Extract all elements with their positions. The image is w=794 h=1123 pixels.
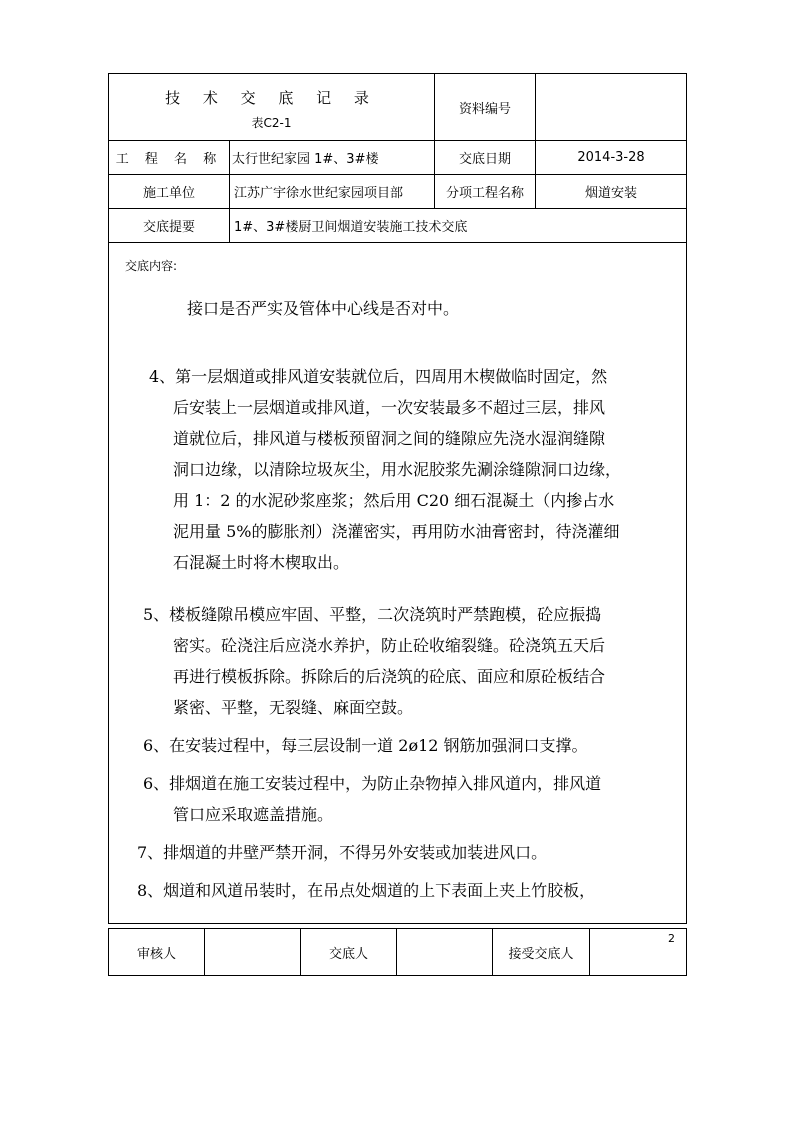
title-cell [109, 74, 435, 141]
discloser-label: 交底人 [301, 929, 397, 976]
discloser-field[interactable] [397, 929, 493, 976]
form-title: 技 术 交 底 记 录 [165, 89, 378, 107]
content-line: 紧密、平整，无裂缝、麻面空鼓。 [173, 698, 414, 717]
content-label: 交底内容: [125, 259, 178, 273]
signature-table [108, 928, 687, 976]
form-number: 表C2-1 [251, 116, 292, 130]
doc-no-value [536, 74, 687, 141]
content-line: 6、在安装过程中，每三层设制一道 2ø12 钢筋加强洞口支撑。 [143, 736, 588, 755]
content-line: 8、烟道和风道吊装时，在吊点处烟道的上下表面上夹上竹胶板， [137, 881, 596, 900]
reviewer-label: 审核人 [109, 929, 205, 976]
content-line: 密实。砼浇注后应浇水养护，防止砼收缩裂缝。砼浇筑五天后 [173, 636, 606, 655]
summary-value: 1#、3#楼厨卫间烟道安装施工技术交底 [230, 209, 687, 243]
content-cell [109, 243, 687, 924]
project-name-label: 工 程 名 称 [109, 141, 230, 175]
subproject-label: 分项工程名称 [435, 175, 536, 209]
construction-unit-value: 江苏广宇徐水世纪家园项目部 [230, 175, 435, 209]
disclosure-date-label: 交底日期 [435, 141, 536, 175]
disclosure-date-value: 2014-3-28 [536, 141, 687, 175]
reviewer-field[interactable] [205, 929, 301, 976]
content-line: 后安装上一层烟道或排风道，一次安装最多不超过三层，排风 [173, 398, 606, 417]
content-line: 接口是否严实及管体中心线是否对中。 [187, 299, 460, 318]
receiver-field[interactable] [590, 929, 687, 976]
content-line: 再进行模板拆除。拆除后的后浇筑的砼底、面应和原砼板结合 [173, 667, 606, 686]
subproject-value: 烟道安装 [536, 175, 687, 209]
content-line: 道就位后，排风道与楼板预留洞之间的缝隙应先浇水湿润缝隙 [173, 429, 606, 448]
content-line: 7、排烟道的井壁严禁开洞，不得另外安装或加装进风口。 [137, 843, 548, 862]
doc-no-label: 资料编号 [435, 74, 536, 141]
summary-label: 交底提要 [109, 209, 230, 243]
page-number: 2 [668, 932, 675, 945]
disclosure-form [108, 73, 687, 924]
construction-unit-label: 施工单位 [109, 175, 230, 209]
content-line: 6、排烟道在施工安装过程中，为防止杂物掉入排风道内，排风道 [143, 774, 602, 793]
project-name-value: 太行世纪家园 1#、3#楼 [230, 141, 435, 175]
content-line: 4、第一层烟道或排风道安装就位后，四周用木楔做临时固定，然 [149, 367, 608, 386]
content-line: 5、楼板缝隙吊模应牢固、平整，二次浇筑时严禁跑模，砼应振捣 [143, 605, 602, 624]
receiver-label: 接受交底人 [493, 929, 590, 976]
content-line: 洞口边缘，以清除垃圾灰尘，用水泥胶浆先涮涂缝隙洞口边缘， [173, 460, 622, 479]
content-line: 石混凝土时将木楔取出。 [173, 553, 350, 572]
content-line: 用 1：2 的水泥砂浆座浆；然后用 C20 细石混凝土（内掺占水 [173, 491, 615, 510]
content-line: 泥用量 5%的膨胀剂）浇灌密实，再用防水油膏密封，待浇灌细 [173, 522, 620, 541]
content-line: 管口应采取遮盖措施。 [173, 805, 334, 824]
